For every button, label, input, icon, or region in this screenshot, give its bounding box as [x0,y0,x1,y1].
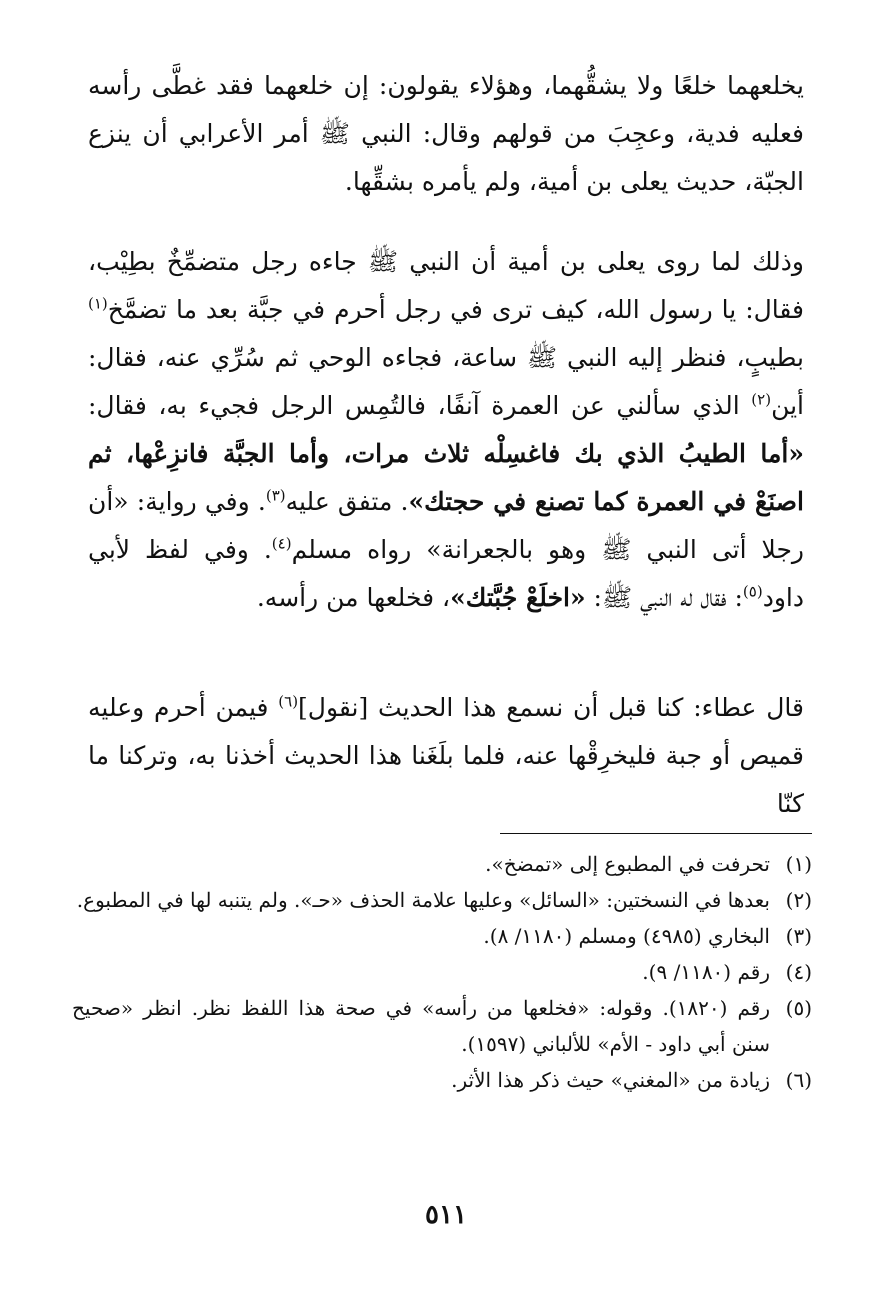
footnote-5 [72,990,812,1062]
paragraph-2-part-5: . وفي رواية: «أن رجلا أتى النبي ﷺ وهو بالجعرانة» رواه مسلم [88,487,804,564]
paragraph-1-text: يخلعهما خلعًا ولا يشقُّهما، وهؤلاء يقولون: إن خلعهما فقد غطَّى رأسه فعليه فدية، وعجِبَ من قولهم وقال: النبي ﷺ أمر الأعرابي أن ينزع الجبّة، حديث يعلى بن أمية، ولم يأمره بشقِّها. [88,71,804,196]
paragraph-2-part-4: . متفق عليه [285,487,409,516]
footnote-ref-1: (١) [88,294,108,313]
footnote-1 [72,846,812,882]
footnote-text: رقم (١١٨٠/ ٩). [642,960,770,984]
paragraph-3-part-2: فيمن أحرم وعليه قميص أو جبة فليخرِقْها عنه، فلما بلَغَنا هذا الحديث أخذنا به، وتركنا ما كنّا [88,693,804,818]
footnote-separator [500,833,812,834]
paragraph-2-part-2: بطيبٍ، فنظر إليه النبي ﷺ ساعة، فجاءه الوحي ثم سُرِّي عنه، فقال: أين [88,343,804,420]
footnote-number: (١) [785,852,812,876]
footnotes [72,846,812,1098]
footnote-number: (٦) [785,1068,812,1092]
paragraph-2 [88,238,804,622]
paragraph-2-part-3: الذي سألني عن العمرة آنفًا، فالتُمِس الرجل فجيء به، فقال: [88,391,752,420]
footnote-text: زيادة من «المغني» حيث ذكر هذا الأثر. [451,1068,770,1092]
footnote-text: البخاري (٤٩٨٥) ومسلم (١١٨٠/ ٨). [483,924,770,948]
paragraph-2-part-7: : فقال له النبي ﷺ: [585,583,743,612]
footnote-number: (٣) [785,924,812,948]
footnote-ref-3: (٣) [265,486,286,505]
paragraph-3 [88,684,804,828]
footnote-number: (٤) [785,960,812,984]
footnote-number: (٢) [785,888,812,912]
paragraph-3-part-1: قال عطاء: كنا قبل أن نسمع هذا الحديث [نقول] [298,693,804,722]
footnote-4 [72,954,812,990]
footnote-text: رقم (١٨٢٠). وقوله: «فخلعها من رأسه» في صحة هذا اللفظ نظر. انظر «صحيح سنن أبي داود - الأم» للألباني (١٥٩٧). [72,996,770,1056]
page-number: ٥١١ [425,1200,467,1230]
footnote-ref-6: (٦) [278,692,299,711]
paragraph-2-text [88,238,804,622]
paragraph-3-text [88,684,804,828]
footnote-2 [72,882,812,918]
paragraph-2-part-6: . وفي لفظ لأبي داود [88,535,804,612]
paragraph-2-part-8: ، فخلعها من رأسه. [256,583,451,612]
hadith-quote-1: «أما الطيبُ الذي بك فاغسِلْه ثلاث مرات، وأما الجبَّة فانزِعْها، ثم اصنَعْ في العمرة كما تصنع في حجتك» [88,439,804,516]
paragraph-2-part-1: وذلك لما روى يعلى بن أمية أن النبي ﷺ جاءه رجل متضمِّخٌ بطِيْب، فقال: يا رسول الله، كيف ترى في رجل أحرم في جبَّة بعد ما تضمَّخ [88,247,804,324]
footnote-number: (٥) [785,996,812,1020]
hadith-quote-2: «اخلَعْ جُبَّتك» [450,583,586,612]
footnote-text: بعدها في النسختين: «السائل» وعليها علامة الحذف «حـ». ولم يتنبه لها في المطبوع. [76,888,770,912]
footnote-ref-5: (٥) [742,582,763,601]
footnote-3 [72,918,812,954]
paragraph-1 [88,62,804,206]
footnote-ref-4: (٤) [271,534,292,553]
footnote-text: تحرفت في المطبوع إلى «تمضخ». [485,852,770,876]
footnote-6 [72,1062,812,1098]
footnote-ref-2: (٢) [751,390,772,409]
